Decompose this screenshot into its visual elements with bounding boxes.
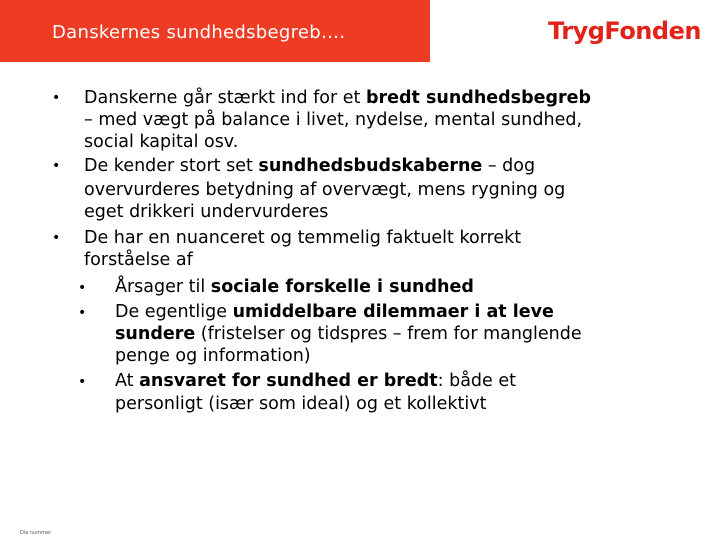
sub-bullet-2-line-3: penge og information) — [115, 346, 311, 366]
text: : både et — [437, 371, 516, 391]
bullet-2-line-3: eget drikkeri undervurderes — [84, 202, 329, 222]
bullet-3-line-1: De har en nuanceret og temmelig faktuelt korrekt — [84, 228, 522, 248]
bullet-dot: • — [52, 90, 61, 106]
sub-bullet-3-line-2: personligt (især som ideal) og et kollektivt — [115, 394, 487, 414]
bullet-2-line-2: overvurderes betydning af overvægt, mens rygning og — [84, 180, 566, 200]
sub-bullet-3-line-1 — [115, 371, 516, 392]
sub-bullet-2-line-2 — [115, 324, 582, 345]
text: (fristelser og tidspres – frem for manglende — [195, 324, 582, 344]
emphasis: sociale forskelle i sundhed — [210, 277, 474, 297]
sub-bullet-dot: • — [78, 374, 87, 390]
bullet-1-line-2: – med vægt på balance i livet, nydelse, mental sundhed, — [84, 110, 583, 130]
slide-title: Danskernes sundhedsbegreb…. — [52, 22, 346, 43]
sub-bullet-dot: • — [78, 280, 87, 296]
bullet-1-line-3: social kapital osv. — [84, 132, 239, 152]
bullet-dot: • — [52, 230, 61, 246]
text: De kender stort set — [84, 156, 259, 176]
emphasis: ansvaret for sundhed er bredt — [139, 371, 438, 391]
emphasis: umiddelbare dilemmaer i at leve — [232, 302, 554, 322]
bullet-2-line-1 — [84, 156, 535, 177]
slide-footer: Dia nummer — [20, 530, 52, 536]
bullet-1-line-1 — [84, 88, 591, 109]
sub-bullet-2-line-1 — [115, 302, 554, 323]
bullet-dot: • — [52, 158, 61, 174]
sub-bullet-dot: • — [78, 305, 87, 321]
title-bar — [0, 0, 430, 62]
text: At — [115, 371, 140, 391]
trygfonden-logo: TrygFonden — [548, 17, 701, 45]
sub-bullet-1-line-1 — [115, 277, 474, 298]
text: Årsager til — [115, 277, 211, 297]
text: De egentlige — [115, 302, 233, 322]
text: – dog — [482, 156, 536, 176]
emphasis: bredt sundhedsbegreb — [365, 88, 592, 108]
emphasis: sundere — [115, 324, 196, 344]
emphasis: sundhedsbudskaberne — [258, 156, 483, 176]
bullet-3-line-2: forståelse af — [84, 250, 193, 270]
text: Danskerne går stærkt ind for et — [84, 88, 366, 108]
